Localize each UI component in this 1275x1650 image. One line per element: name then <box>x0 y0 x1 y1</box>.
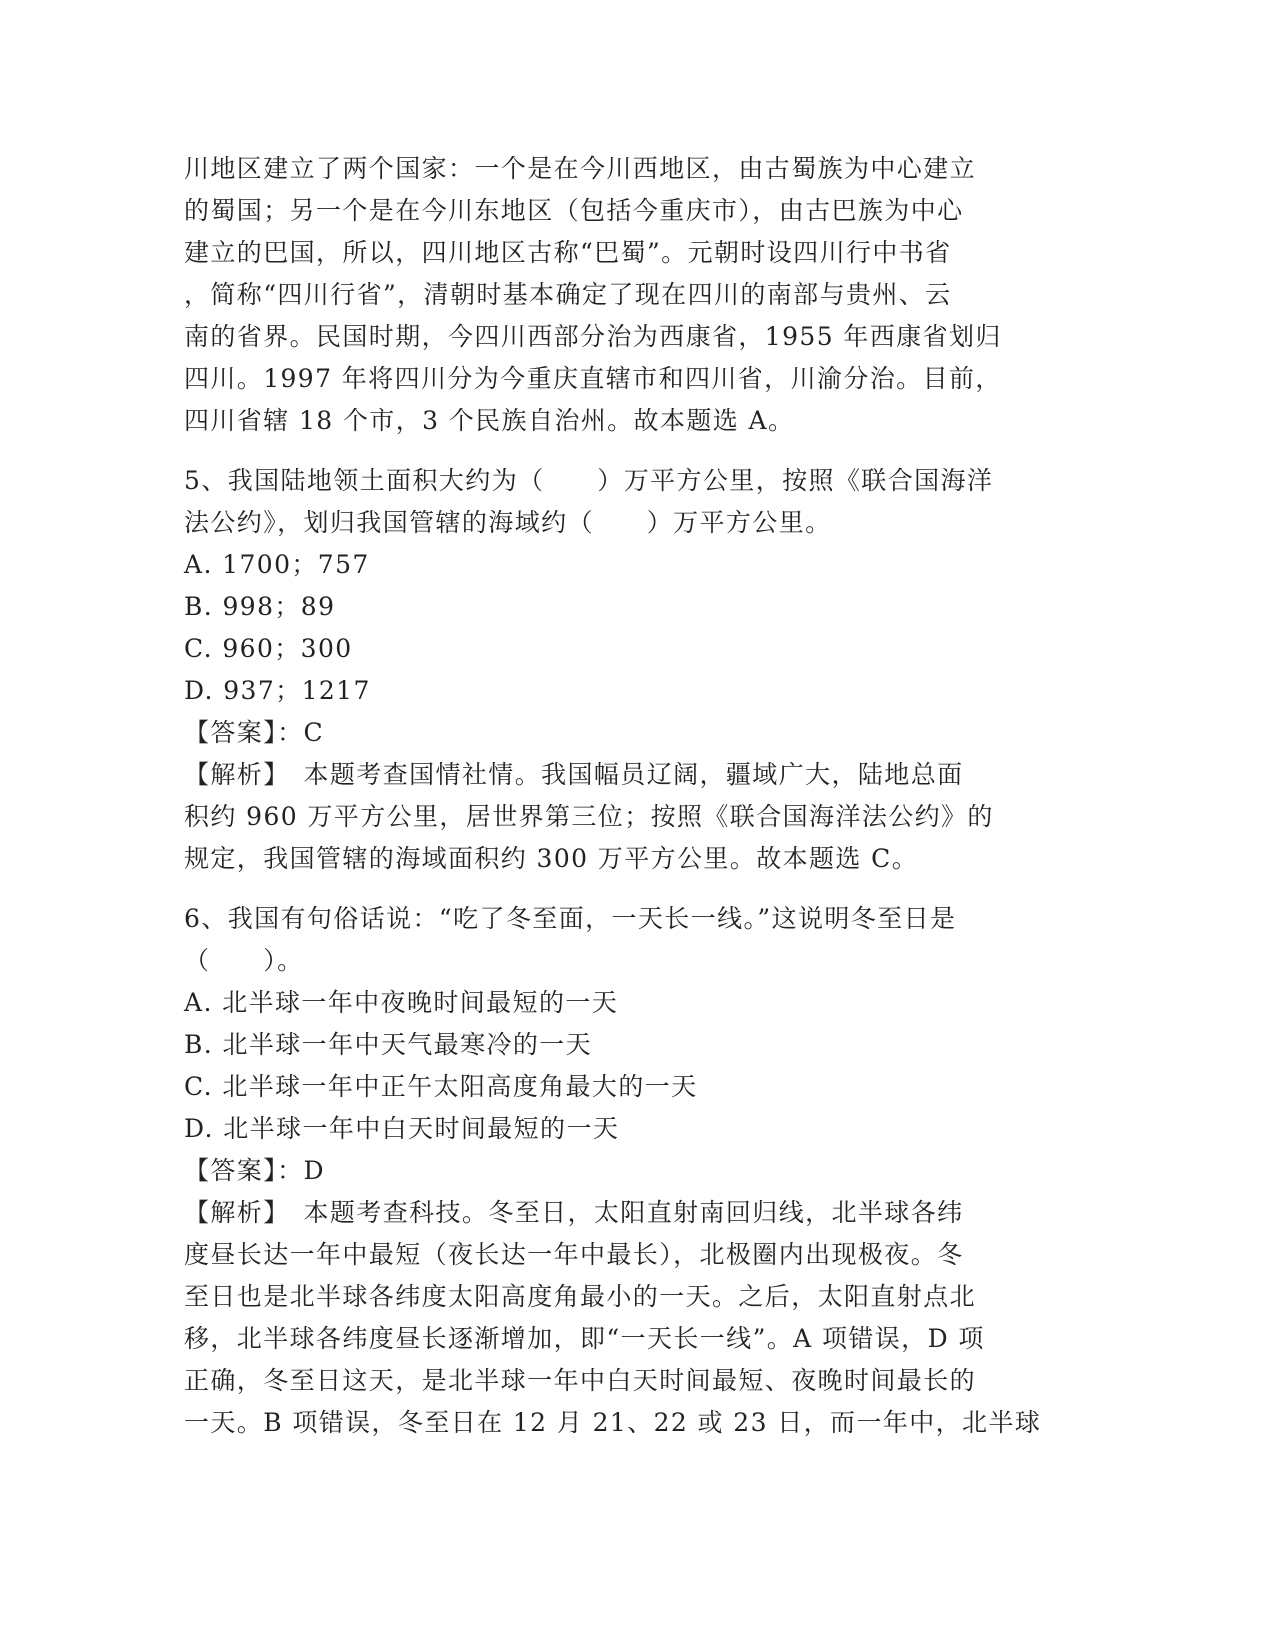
question-stem-line: 5、我国陆地领土面积大约为（ ）万平方公里，按照《联合国海洋 <box>184 466 994 495</box>
analysis-line: 一天。B 项错误，冬至日在 12 月 21、22 或 23 日，而一年中，北半球 <box>184 1408 1042 1437</box>
paragraph-line: 四川。1997 年将四川分为今重庆直辖市和四川省，川渝分治。目前， <box>184 364 1002 393</box>
option-d: D. 北半球一年中白天时间最短的一天 <box>184 1114 620 1143</box>
analysis-line: 【解析】 本题考查国情社情。我国幅员辽阔，疆域广大，陆地总面 <box>184 760 964 789</box>
option-a: A. 1700；757 <box>184 550 370 579</box>
question-5 <box>184 460 1064 880</box>
paragraph-line: 四川省辖 18 个市，3 个民族自治州。故本题选 A。 <box>184 406 795 435</box>
question-6 <box>184 898 1064 1444</box>
analysis-line: 正确，冬至日这天，是北半球一年中白天时间最短、夜晚时间最长的 <box>184 1366 977 1395</box>
paragraph-line: 的蜀国；另一个是在今川东地区（包括今重庆市），由古巴族为中心 <box>184 196 964 225</box>
page-content <box>184 148 1064 1444</box>
answer-line: 【答案】：C <box>184 718 325 747</box>
analysis-line: 积约 960 万平方公里，居世界第三位；按照《联合国海洋法公约》的 <box>184 802 994 831</box>
analysis-line: 规定，我国管辖的海域面积约 300 万平方公里。故本题选 C。 <box>184 844 919 873</box>
section-gap <box>184 880 1064 898</box>
option-a: A. 北半球一年中夜晚时间最短的一天 <box>184 988 619 1017</box>
analysis-line: 【解析】 本题考查科技。冬至日，太阳直射南回归线，北半球各纬 <box>184 1198 964 1227</box>
option-c: C. 960；300 <box>184 634 353 663</box>
question-stem-line: （ ）。 <box>184 946 304 975</box>
paragraph-line: 南的省界。民国时期，今四川西部分治为西康省，1955 年西康省划归 <box>184 322 1002 351</box>
option-b: B. 北半球一年中天气最寒冷的一天 <box>184 1030 593 1059</box>
analysis-line: 至日也是北半球各纬度太阳高度角最小的一天。之后，太阳直射点北 <box>184 1282 977 1311</box>
option-c: C. 北半球一年中正午太阳高度角最大的一天 <box>184 1072 698 1101</box>
paragraph-line: ，简称“四川行省”，清朝时基本确定了现在四川的南部与贵州、云 <box>184 280 952 309</box>
answer-line: 【答案】：D <box>184 1156 325 1185</box>
question-stem-line: 6、我国有句俗话说：“吃了冬至面，一天长一线。”这说明冬至日是 <box>184 904 957 933</box>
paragraph-line: 建立的巴国，所以，四川地区古称“巴蜀”。元朝时设四川行中书省 <box>184 238 952 267</box>
paragraph-line: 川地区建立了两个国家：一个是在今川西地区，由古蜀族为中心建立 <box>184 154 977 183</box>
analysis-line: 度昼长达一年中最短（夜长达一年中最长），北极圈内出现极夜。冬 <box>184 1240 964 1269</box>
analysis-line: 移，北半球各纬度昼长逐渐增加，即“一天长一线”。A 项错误，D 项 <box>184 1324 985 1353</box>
option-d: D. 937；1217 <box>184 676 371 705</box>
section-gap <box>184 442 1064 460</box>
option-b: B. 998；89 <box>184 592 336 621</box>
question-stem-line: 法公约》，划归我国管辖的海域约（ ）万平方公里。 <box>184 508 832 537</box>
intro-paragraph <box>184 148 1064 442</box>
